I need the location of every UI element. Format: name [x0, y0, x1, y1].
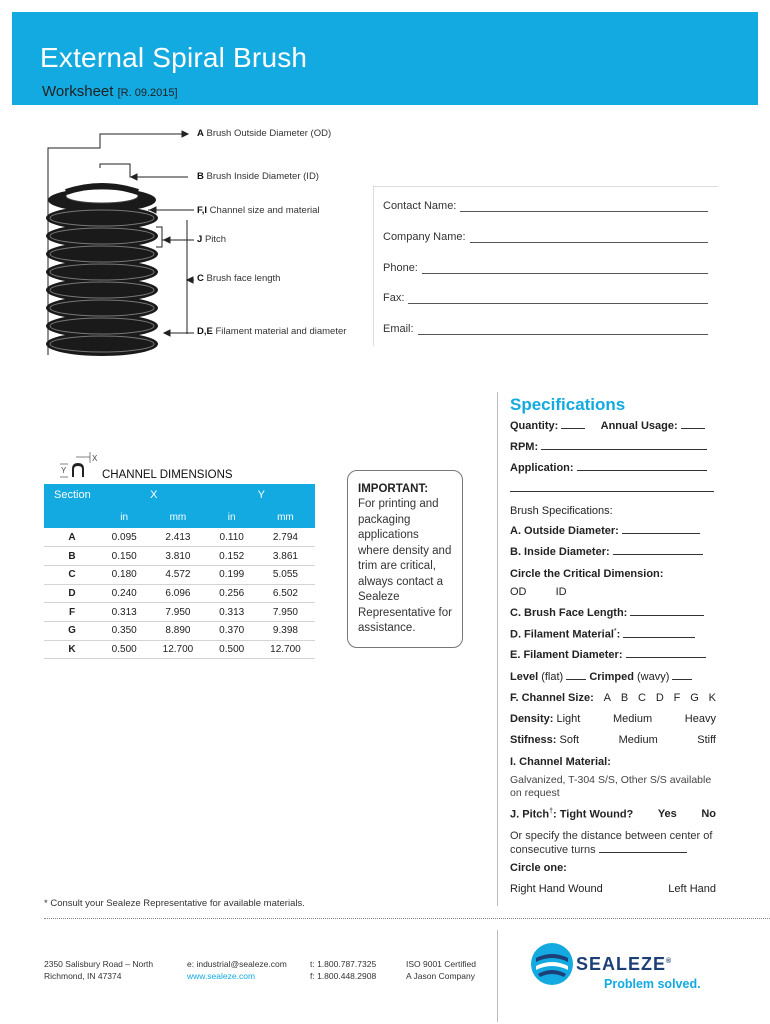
level-crimped-row[interactable]: Level (flat) Crimped (wavy): [510, 671, 716, 683]
application-row-2[interactable]: [510, 483, 716, 495]
label-de: D,E Filament material and diameter: [197, 326, 347, 337]
phone-label: Phone:: [383, 262, 418, 274]
table-cell-y-in: 0.256: [219, 587, 245, 599]
table-cell-section: K: [68, 643, 76, 655]
footer-email[interactable]: e: industrial@sealeze.com: [187, 959, 287, 969]
table-cell-y-in: 0.370: [219, 625, 245, 637]
left-hand-wound: Left Hand: [668, 883, 716, 895]
channel-size-f: F: [673, 692, 681, 704]
channel-size-d: D: [655, 692, 664, 704]
table-row: [44, 621, 315, 640]
spiral-brush-illustration: [0, 120, 370, 380]
sealeze-tagline: Problem solved.: [604, 977, 701, 991]
table-cell-y-mm: 12.700: [270, 643, 301, 655]
table-cell-x-mm: 12.700: [162, 643, 194, 655]
stiffness-medium: Medium: [618, 734, 658, 746]
label-c: C Brush face length: [197, 273, 281, 284]
table-cell-y-mm: 9.398: [272, 625, 298, 637]
channel-size-row[interactable]: F. Channel Size: A B C D F G K: [510, 692, 716, 704]
stiffness-stiff: Stiff: [697, 734, 716, 746]
brush-specs-heading: Brush Specifications:: [510, 505, 613, 517]
channel-size-g: G: [690, 692, 699, 704]
col-section: Section: [44, 484, 100, 506]
page-subtitle: [42, 83, 178, 100]
table-cell-y-mm: 5.055: [272, 569, 298, 581]
icon-y-label: Y: [61, 466, 67, 475]
sealeze-logo: [530, 940, 730, 1000]
table-cell-x-in: 0.313: [111, 606, 137, 618]
table-cell-x-mm: 8.890: [165, 625, 191, 637]
stiffness-row[interactable]: Stifness: Soft Medium Stiff: [510, 734, 716, 746]
sealeze-logo-icon: [530, 942, 574, 986]
critical-dimension-heading: Circle the Critical Dimension:: [510, 568, 664, 580]
table-header-row: [44, 484, 315, 506]
brush-diagram: [0, 120, 370, 380]
table-cell-section: B: [68, 550, 76, 562]
footer-iso: ISO 9001 Certified A Jason Company: [406, 959, 476, 981]
table-cell-y-in: 0.313: [219, 606, 245, 618]
unit-x-in: in: [100, 506, 148, 528]
option-id: ID: [555, 586, 567, 598]
table-cell-x-in: 0.500: [111, 643, 137, 655]
quantity-row[interactable]: Quantity: Annual Usage:: [510, 420, 716, 432]
divider-vertical-footer: [497, 930, 498, 1022]
page-title: External Spiral Brush: [40, 42, 308, 73]
footer-address: 2350 Salisbury Road – North Richmond, IN 47374: [44, 959, 154, 981]
table-cell-x-in: 0.180: [111, 569, 137, 581]
table-cell-x-in: 0.240: [111, 587, 137, 599]
channel-profile-icon: [58, 451, 98, 479]
pitch-row[interactable]: J. Pitch†: Tight Wound? Yes No: [510, 808, 716, 821]
company-name-label: Company Name:: [383, 231, 466, 243]
outside-diameter-row[interactable]: A. Outside Diameter:: [510, 525, 716, 537]
stiffness-soft: Soft: [559, 734, 580, 746]
table-row: [44, 584, 315, 603]
table-row: [44, 603, 315, 622]
density-medium: Medium: [613, 713, 653, 725]
channel-size-k: K: [708, 692, 716, 704]
density-row[interactable]: Density: Light Medium Heavy: [510, 713, 716, 725]
table-cell-x-in: 0.095: [111, 531, 137, 543]
email-label: Email:: [383, 323, 414, 335]
table-cell-x-mm: 7.950: [165, 606, 191, 618]
table-cell-y-mm: 6.502: [272, 587, 298, 599]
channel-size-a: A: [603, 692, 611, 704]
table-cell-y-mm: 3.861: [272, 550, 298, 562]
fax-label: Fax:: [383, 292, 405, 304]
email-field[interactable]: [383, 319, 708, 335]
phone-field[interactable]: [383, 258, 708, 274]
footer-email-web: [187, 958, 287, 982]
density-light: Light: [556, 713, 581, 725]
face-length-row[interactable]: C. Brush Face Length:: [510, 607, 716, 619]
channel-size-c: C: [638, 692, 646, 704]
important-title: IMPORTANT:: [358, 483, 429, 495]
unit-x-mm: mm: [148, 506, 207, 528]
contact-name-label: Contact Name:: [383, 200, 457, 212]
label-j: J Pitch: [197, 234, 227, 245]
table-cell-x-mm: 4.572: [165, 569, 191, 581]
footer-divider: [44, 918, 770, 919]
footer-website-link[interactable]: www.sealeze.com: [187, 971, 256, 981]
subtitle-text: Worksheet: [42, 83, 114, 100]
table-cell-y-in: 0.152: [219, 550, 245, 562]
table-units-row: [44, 506, 315, 528]
pitch-note[interactable]: Or specify the distance between center of consecutive turns: [510, 830, 713, 856]
table-row: [44, 640, 315, 659]
table-cell-section: D: [68, 587, 76, 599]
label-a: A Brush Outside Diameter (OD): [197, 128, 332, 139]
contact-form: [373, 186, 718, 346]
table-cell-section: C: [68, 569, 76, 581]
specifications-title: Specifications: [510, 395, 626, 414]
important-body: For printing and packaging applications where density and trim are critical, always contact a Sealeze Representative for assistance.: [358, 498, 452, 634]
table-cell-section: F: [68, 606, 76, 618]
filament-material-row[interactable]: D. Filament Material*:: [510, 628, 716, 641]
footer-phone: t: 1.800.787.7325 f: 1.800.448.2908: [310, 959, 377, 981]
table-cell-y-mm: 7.950: [272, 606, 298, 618]
pitch-yes: Yes: [657, 808, 677, 820]
table-cell-x-in: 0.150: [111, 550, 137, 562]
table-cell-section: A: [68, 531, 76, 543]
company-name-field[interactable]: [383, 227, 708, 243]
leader-b: [100, 164, 188, 177]
table-cell-y-in: 0.110: [219, 531, 244, 543]
right-hand-wound: Right Hand Wound: [510, 883, 603, 895]
col-y: Y: [208, 484, 316, 506]
unit-y-mm: mm: [256, 506, 315, 528]
channel-material-heading: I. Channel Material:: [510, 756, 611, 768]
table-row: [44, 547, 315, 566]
table-cell-x-in: 0.350: [111, 625, 137, 637]
revision-text: [R. 09.2015]: [117, 87, 178, 99]
filament-diameter-row[interactable]: E. Filament Diameter:: [510, 649, 716, 661]
channel-dimensions-table: [44, 484, 315, 659]
table-cell-x-mm: 3.810: [165, 550, 191, 562]
label-fi: F,I Channel size and material: [197, 205, 320, 216]
table-cell-x-mm: 6.096: [165, 587, 191, 599]
table-row: [44, 565, 315, 584]
application-row[interactable]: Application:: [510, 462, 716, 474]
divider-vertical: [497, 392, 498, 906]
contact-name-field[interactable]: [383, 196, 708, 212]
table-cell-y-in: 0.500: [219, 643, 245, 655]
winding-direction-row[interactable]: [510, 883, 716, 895]
header-banner: [12, 12, 758, 105]
footnote: * Consult your Sealeze Representative for available materials.: [44, 898, 305, 909]
channel-dimensions-title: CHANNEL DIMENSIONS: [102, 469, 233, 481]
inside-diameter-row[interactable]: B. Inside Diameter:: [510, 546, 716, 558]
important-notice: [347, 470, 463, 648]
spiral-coils: [46, 186, 158, 356]
rpm-row[interactable]: RPM:: [510, 441, 716, 453]
density-heavy: Heavy: [684, 713, 716, 725]
fax-field[interactable]: [383, 288, 708, 304]
circle-one-heading: Circle one:: [510, 862, 567, 874]
table-cell-section: G: [68, 625, 76, 637]
table-cell-y-mm: 2.794: [272, 531, 298, 543]
critical-dimension-options[interactable]: [510, 586, 716, 598]
table-cell-x-mm: 2.413: [165, 531, 191, 543]
label-b: B Brush Inside Diameter (ID): [197, 171, 319, 182]
pitch-no: No: [701, 808, 716, 820]
sealeze-wordmark: SEALEZE®: [576, 954, 673, 974]
option-od: OD: [510, 586, 527, 598]
unit-y-in: in: [208, 506, 256, 528]
table-row: [44, 528, 315, 547]
col-x: X: [100, 484, 208, 506]
channel-size-b: B: [620, 692, 629, 704]
channel-material-note: Galvanized, T-304 S/S, Other S/S available on request: [510, 774, 712, 799]
table-cell-y-in: 0.199: [219, 569, 245, 581]
specifications-panel: [510, 395, 716, 895]
icon-x-label: X: [92, 454, 98, 463]
